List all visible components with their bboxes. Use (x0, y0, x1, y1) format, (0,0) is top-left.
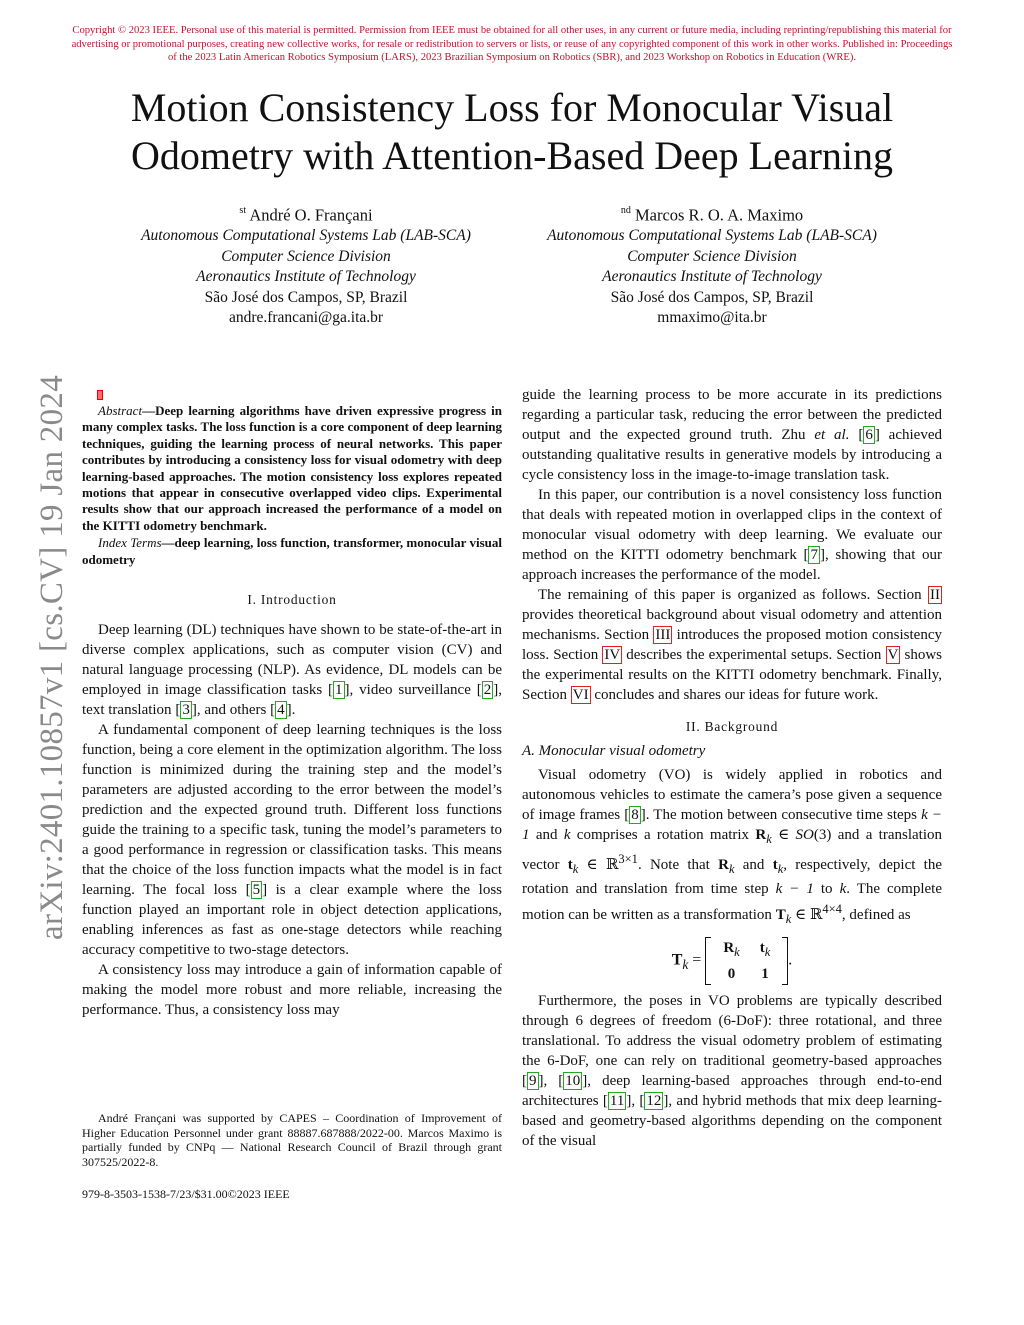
background-paragraph-1: Visual odometry (VO) is widely applied in robotics and autonomous vehicles to estimate the camera’s pose given a sequence of image frames [ 8 ]. The motion between consecutive time steps k − 1 and k comprises a rotation matrix $R_k$ ∈ SO(3) and a translation vector $t_k$ ∈ ℝ$^{3\times 1}$. Note that $R_k$ and $t_k$, respectively, depict the rotation and translation from time step k − 1 to k. The complete motion can be written as a transformation $T_k$ ∈ ℝ$^{4\times 4}$, defined as (522, 767, 943, 926)
title-line-2: Odometry with Attention-Based Deep Learning (130, 133, 894, 178)
math: T (775, 907, 786, 923)
text: , text translation (82, 682, 502, 719)
section-heading-introduction: I. Introduction (247, 592, 337, 608)
text: Deep learning (DL) techniques have shown to be state-of-the-art in diverse complex applications, such as computer vision (CV) and natural language processing (NLP). As evidence, DL models can be employed in image classification tasks (82, 622, 502, 699)
section-heading-background: II. Background (685, 719, 779, 734)
text: achieved outstanding qualitative results in generative models by introducing a cycle consistency loss in the image-to-image translation task. (522, 427, 942, 483)
text: comprises a rotation matrix (570, 827, 756, 843)
author-ordinal: st (239, 205, 247, 216)
section-link[interactable]: V (887, 647, 899, 663)
math: = (688, 951, 702, 969)
math: k (728, 862, 735, 876)
text: provides theoretical background about visual odometry and attention mechanisms. Section (522, 607, 942, 643)
text: Furthermore, the poses in VO problems are typically described through 6 degrees of freedom (6-DoF): three rotational, and three translational. To address the visual odometry problem of estimating the 6-DoF, one can rely on traditional geometry-based approaches (522, 993, 942, 1069)
math: k (764, 945, 771, 959)
text: and (734, 857, 773, 873)
citation-link[interactable]: 9 (529, 1073, 537, 1089)
intro-paragraph-4: In this paper, our contribution is a novel consistency loss function that deals with repeated motion in overlapped clips in the context of monocular visual odometry with deep learning. We evaluate our method on the KITTI odometry benchmark [ 7 ], showing that our approach increases the performance of the model. (522, 487, 943, 583)
author-city: São José dos Campos, SP, Brazil (610, 288, 814, 306)
isbn-notice: 979-8-3503-1538-7/23/$31.00©2023 IEEE (82, 1187, 290, 1201)
transform-matrix (705, 937, 788, 985)
text: is a clear example where the loss function played an important role in object detection applications, enabling inferences as fast as one-stage detectors while reaching accuracy competitive to two-stage detectors. (82, 882, 502, 959)
math: k (572, 862, 579, 876)
citation-link[interactable]: 11 (609, 1093, 625, 1109)
section-link[interactable]: VI (572, 687, 589, 703)
author-city: São José dos Campos, SP, Brazil (204, 288, 408, 306)
index-terms-label: Index Terms (98, 535, 162, 551)
citation-link[interactable]: 12 (646, 1093, 662, 1109)
author-lab: Autonomous Computational Systems Lab (LAB-SCA) (547, 227, 877, 245)
text: , (631, 1093, 640, 1109)
title-line-1: Motion Consistency Loss for Monocular Visual (130, 85, 894, 130)
arxiv-stamp[interactable]: arXiv:2401.10857v1 [cs.CV] 19 Jan 2024 (34, 374, 70, 940)
text: In this paper, our contribution is a novel consistency loss function that deals with repeated motion in overlapped clips in the context of monocular visual odometry with deep learning. We evaluate our method on the KITTI odometry benchmark (522, 487, 942, 563)
math: R (755, 827, 767, 843)
citation-link[interactable]: 7 (810, 547, 818, 563)
intro-paragraph-5 (522, 585, 942, 705)
math: k − 1 (775, 881, 814, 897)
subsection-heading: A. Monocular visual odometry (522, 743, 706, 759)
math: (3) (813, 827, 832, 843)
intro-paragraph-2: A fundamental component of deep learning techniques is the loss function, being a core element in the optimization algorithm. The loss function is minimized during the training step and the model’s parameters are adjusted according to the error between the model’s prediction and the expected ground truth. Different loss functions guide the training to a specific task, tuning the model’s parameters to a good performance in regression or classification tasks. This means that the choice of the loss function impacts what the model is in fact learning. The focal loss [ 5 ] is a clear example where the loss function played an important role in object detection applications, enabling inferences as fast as one-stage detectors while reaching accuracy competitive to two-stage detectors. (82, 722, 502, 959)
math: k (766, 832, 772, 846)
text: . (291, 702, 296, 719)
citation-link[interactable]: 2 (483, 682, 492, 699)
author-division: Computer Science Division (221, 247, 391, 265)
author-block-2 (506, 202, 918, 329)
citation-link[interactable]: 1 (335, 682, 343, 699)
equation-transform (522, 937, 942, 985)
text: ∈ ℝ (578, 857, 619, 873)
text: introduces the proposed motion consistency loss. Section (522, 627, 942, 663)
text: concludes and shares our ideas for future work. (590, 687, 879, 703)
intro-paragraph-3-continued: guide the learning process to be more accurate in its predictions regarding a particular task, reducing the error between the predicted output and the expected ground truth. Zhu et al. [ 6 ] achieved outstanding qualitative results in generative models by introducing a cycle consistency loss in the image-to-image translation task. (522, 387, 942, 483)
matrix-cell: t (759, 940, 765, 956)
citation-link[interactable]: 5 (252, 882, 261, 899)
author-ordinal: nd (620, 205, 631, 216)
background-paragraph-2: Furthermore, the poses in VO problems are typically described through 6 degrees of freedom (6-DoF): three rotational, and three translational. To address the visual odometry problem of estimating the 6-DoF, one can rely on traditional geometry-based approaches [ 9 ], [ 10 ], deep learning-based approaches through end-to-end architectures [ 11 ], [ 12 ], and hybrid methods that mix deep learning-based and geometry-based algorithms depending on the component of the visual (522, 993, 943, 1149)
abstract-text: —Deep learning algorithms have driven expressive progress in many complex tasks. The loss function is a core component of deep learning techniques, guiding the learning process of neural networks. This paper contributes by introducing a consistency loss for visual odometry with deep learning-based approaches. The motion consistency loss explores repeated motions that appear in consecutive overlapped video clips. Experimental results show that our approach increased the performance of a model on the KITTI odometry benchmark. (82, 403, 502, 533)
text: , video surveillance (349, 682, 477, 699)
text: and (529, 827, 564, 843)
citation-link[interactable]: 6 (865, 427, 873, 443)
citation-link[interactable]: 3 (182, 702, 190, 719)
math: k (682, 956, 689, 972)
text: , respectively, depict the rotation and translation from time step (522, 857, 942, 897)
text: guide the learning process to be more accurate in its predictions regarding a particular task, reducing the error between the predicted output and the expected ground truth. Zhu (522, 387, 942, 443)
section-link[interactable]: III (655, 627, 671, 643)
abstract-label: Abstract (98, 403, 143, 418)
math: k (777, 862, 784, 876)
text: describes the experimental setups. Section (622, 647, 886, 663)
text: , deep learning-based approaches through end-to-end architectures (522, 1073, 942, 1109)
matrix-cell: 1 (761, 966, 769, 982)
text: . Note that (637, 857, 719, 873)
math: SO (795, 827, 814, 843)
math: k (839, 881, 847, 897)
annotation-marker (97, 390, 103, 400)
text: The remaining of this paper is organized as follows. Section (538, 587, 928, 603)
section-link[interactable]: II (930, 587, 940, 603)
author-email[interactable]: andre.francani@ga.ita.br (228, 309, 384, 327)
math: t (567, 857, 573, 873)
author-email[interactable]: mmaximo@ita.br (657, 309, 767, 327)
text: , defined as (841, 907, 911, 923)
text: , showing that our approach increases the performance of the model. (522, 547, 943, 583)
text: and a translation vector (522, 827, 942, 873)
text: shows the experimental results on the KITTI odometry benchmark. Finally, Section (522, 647, 942, 703)
funding-footnote: André Françani was supported by CAPES – Coordination of Improvement of Higher Education Personnel under grant 88887.687888/2022-00. Marcos Maximo is partially funded by CNPq — National Research Council of Brazil through grant 307525/2022-8. (82, 1111, 502, 1169)
math: k (734, 945, 740, 959)
copyright-notice: Copyright © 2023 IEEE. Personal use of this material is permitted. Permission from IEEE must be obtained for all other uses, in any current or future media, including reprinting/republishing this material for advertising or promotional purposes, creating new collective works, for resale or redistribution to servers or lists, or reuse of any copyrighted component of this work in other works. Published in: Proceedings of the 2023 Latin American Robotics Symposium (LARS), 2023 Brazilian Symposium on Robotics (SBR), and 2023 Workshop on Robotics in Education (WRE). (71, 25, 953, 64)
math: R (718, 857, 729, 873)
index-terms (82, 535, 502, 568)
author-name: André O. Françani (249, 205, 373, 225)
author-name: Marcos R. O. A. Maximo (634, 205, 804, 225)
author-institute: Aeronautics Institute of Technology (196, 268, 416, 286)
text: ∈ ℝ (791, 907, 823, 923)
math: 3×1 (618, 852, 638, 866)
text: , (543, 1073, 559, 1089)
author-lab: Autonomous Computational Systems Lab (LAB-SCA) (141, 227, 471, 245)
text (849, 427, 858, 443)
math: k − 1 (522, 807, 942, 843)
paper-title (60, 84, 964, 180)
intro-paragraph-1: Deep learning (DL) techniques have shown to be state-of-the-art in diverse complex applications, such as computer vision (CV) and natural language processing (NLP). As evidence, DL models can be employed in image classification tasks [ 1 ], video surveillance [ 2 ], text translation [ 3 ], and others [ 4 ]. (82, 622, 502, 719)
citation-link[interactable]: 10 (565, 1073, 581, 1089)
math: . (788, 951, 793, 969)
author-division: Computer Science Division (627, 247, 797, 265)
text: et al. (814, 427, 850, 443)
text: , and hybrid methods that mix deep learning-based and geometry-based algorithms depending on the component of the visual (522, 1093, 943, 1149)
text: Visual odometry (VO) is widely applied in robotics and autonomous vehicles to estimate the camera’s pose given a sequence of image frames (522, 767, 942, 823)
math: k (785, 912, 792, 926)
text: A fundamental component of deep learning techniques is the loss function, being a core element in the optimization algorithm. The loss function is minimized during the training step and the model’s parameters are adjusted according to the error between the model’s prediction and the expected ground truth. Different loss functions guide the training to a specific task, tuning the model’s parameters to a good performance in regression or classification tasks. This means that the choice of the loss function impacts what the model is in fact learning. The focal loss (82, 722, 502, 899)
text: ∈ (771, 827, 796, 843)
citation-link[interactable]: 4 (277, 702, 285, 719)
text: to (813, 881, 840, 897)
citation-link[interactable]: 8 (631, 807, 639, 823)
matrix-cell: R (723, 940, 735, 956)
text: , and others (196, 702, 271, 719)
text: . The motion between consecutive time steps (645, 807, 922, 823)
text: . The complete motion can be written as a transformation (522, 881, 943, 923)
author-block-1 (100, 202, 512, 329)
section-link[interactable]: IV (604, 647, 621, 663)
index-terms-text: —deep learning, loss function, transformer, monocular visual odometry (82, 535, 502, 567)
intro-paragraph-3: A consistency loss may introduce a gain of information capable of making the model more robust and more reliable, increasing the performance. Thus, a consistency loss may (82, 962, 502, 1019)
right-column (522, 385, 942, 1151)
math: k (563, 827, 571, 843)
math: 4×4 (822, 902, 842, 916)
math: T (671, 951, 683, 969)
author-institute: Aeronautics Institute of Technology (602, 268, 822, 286)
math: t (772, 857, 778, 873)
left-column (82, 403, 502, 1020)
matrix-cell: 0 (727, 966, 736, 982)
abstract (82, 403, 502, 534)
